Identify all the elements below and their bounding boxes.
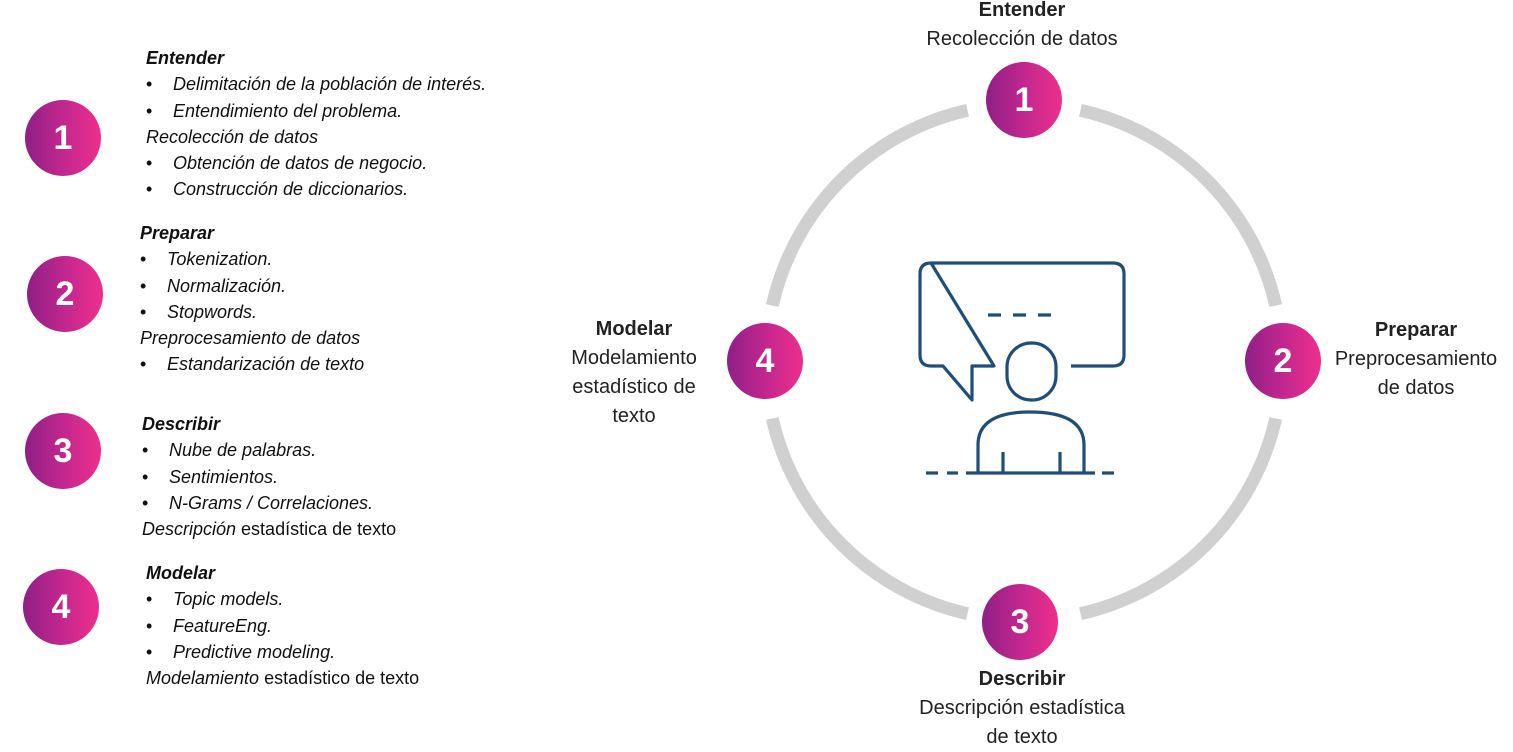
step-title: Entender [146, 48, 225, 68]
cycle-caption-title: Preparar [1374, 319, 1458, 341]
step-subheading [146, 124, 486, 150]
list-item: • Predictive modeling. [146, 639, 419, 665]
step-subheading-text: Descripción [142, 519, 237, 540]
cycle-caption-line: Preprocesamiento [1334, 348, 1498, 370]
cycle-badge-2: 2 [1245, 323, 1321, 399]
step-subheading-text: Modelamiento [146, 668, 260, 689]
step-bullets-a [146, 586, 419, 665]
ring-arc-2-3 [1081, 419, 1276, 614]
step-title: Modelar [146, 563, 216, 583]
list-item: • Tokenization. [140, 246, 364, 272]
cycle-caption-4 [544, 315, 724, 431]
step-subheading-text: Preprocesamiento de datos [140, 328, 361, 349]
cycle-caption-line: de texto [986, 726, 1058, 748]
list-item: • Topic models. [146, 586, 419, 612]
step-block-3 [142, 411, 396, 542]
list-item: • Sentimientos. [142, 464, 396, 490]
cycle-caption-title: Entender [978, 0, 1066, 21]
cycle-caption-line: Descripción estadística [919, 697, 1125, 719]
person-speech-bubble-icon [920, 263, 1124, 473]
step-title: Describir [142, 414, 221, 434]
list-item: • Entendimiento del problema. [146, 98, 486, 124]
step-subheading-text: Recolección de datos [146, 126, 319, 147]
cycle-caption-line: Recolección de datos [926, 28, 1118, 50]
list-item: • FeatureEng. [146, 613, 419, 639]
ring-arc-1-2 [1081, 110, 1276, 305]
list-item: • Nube de palabras. [142, 437, 396, 463]
step-subheading-tail: estadística de texto [236, 519, 397, 540]
step-block-4 [146, 560, 419, 691]
cycle-caption-line: Modelamiento [571, 347, 697, 369]
list-item: • N-Grams / Correlaciones. [142, 490, 396, 516]
step-title: Preparar [140, 223, 215, 243]
cycle-caption-title: Describir [978, 668, 1066, 690]
step-bullets-a [142, 437, 396, 516]
step-badge-2: 2 [27, 256, 103, 332]
step-subheading [146, 665, 419, 691]
step-bullets-b [146, 150, 486, 203]
cycle-badge-4: 4 [727, 323, 803, 399]
cycle-caption-line: de datos [1377, 377, 1455, 399]
cycle-caption-3 [872, 665, 1172, 752]
list-item: • Estandarización de texto [140, 351, 364, 377]
ring-arc-3-4 [772, 419, 967, 614]
step-bullets-a [140, 246, 364, 325]
cycle-caption-2 [1322, 316, 1510, 403]
list-item: • Obtención de datos de negocio. [146, 150, 486, 176]
step-badge-3: 3 [25, 413, 101, 489]
step-badge-1: 1 [25, 100, 101, 176]
list-item: • Normalización. [140, 273, 364, 299]
cycle-caption-line: texto [612, 405, 656, 427]
cycle-ring [772, 110, 1275, 613]
step-badge-4: 4 [23, 569, 99, 645]
cycle-caption-line: estadístico de [572, 376, 696, 398]
step-subheading [142, 516, 396, 542]
step-bullets-a [146, 71, 486, 124]
cycle-badge-1: 1 [986, 62, 1062, 138]
step-subheading-tail: estadístico de texto [259, 668, 420, 689]
cycle-caption-1 [872, 0, 1172, 54]
list-item: • Delimitación de la población de interés. [146, 71, 486, 97]
list-item: • Construcción de diccionarios. [146, 176, 486, 202]
step-bullets-b [140, 351, 364, 377]
step-subheading [140, 325, 364, 351]
list-item: • Stopwords. [140, 299, 364, 325]
step-block-2 [140, 220, 364, 378]
step-block-1 [146, 45, 486, 203]
cycle-badge-3: 3 [982, 584, 1058, 660]
cycle-caption-title: Modelar [595, 318, 673, 340]
